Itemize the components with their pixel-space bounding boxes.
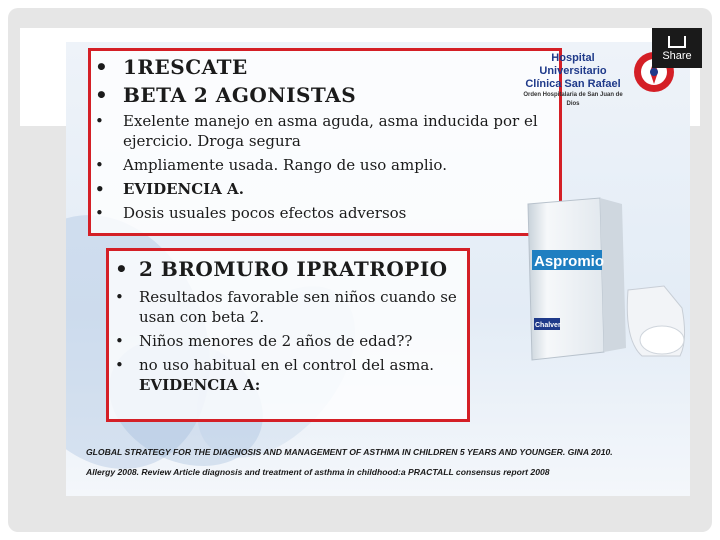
list-item	[95, 179, 553, 199]
item-text: Dosis usuales pocos efectos adversos	[123, 204, 407, 222]
share-icon	[668, 36, 686, 48]
bullet-icon: •	[95, 55, 109, 79]
svg-text:Chalver: Chalver	[535, 322, 561, 329]
reference-allergy: Allergy 2008. Review Article diagnosis and treatment of asthma in childhood:a PRACTALL consensus report 2008	[86, 467, 550, 477]
list-item	[115, 331, 461, 351]
logo-text	[518, 52, 628, 109]
list-item	[95, 203, 553, 223]
item-text: no uso habitual en el control del asma.	[139, 356, 435, 374]
slide-image	[66, 42, 690, 496]
item-text: 1RESCATE	[123, 55, 248, 79]
bullet-icon: •	[95, 83, 109, 107]
item-text: EVIDENCIA A.	[123, 180, 244, 198]
bullet-icon: •	[115, 257, 129, 281]
reference-gina: GLOBAL STRATEGY FOR THE DIAGNOSIS AND MANAGEMENT OF ASTHMA IN CHILDREN 5 YEARS AND YOUNGER. GINA 2010.	[86, 447, 613, 457]
bullet-icon: •	[95, 204, 104, 222]
bullet-icon: •	[95, 156, 104, 174]
ipratropium-bullet-list	[115, 257, 461, 399]
list-item	[95, 111, 553, 151]
bullet-icon: •	[95, 112, 104, 130]
share-button[interactable]	[652, 28, 702, 68]
item-text: Exelente manejo en asma aguda, asma inducida por el ejercicio. Droga segura	[123, 112, 538, 150]
list-item	[115, 355, 461, 395]
evidence-label: EVIDENCIA A:	[139, 376, 261, 394]
list-item	[115, 287, 461, 327]
logo-line: Clínica San Rafael	[525, 78, 621, 90]
logo-line: Hospital Universitario	[539, 52, 607, 77]
list-item	[95, 83, 553, 107]
beta2-agonists-box	[88, 48, 562, 236]
list-item	[95, 55, 553, 79]
bullet-icon: •	[115, 288, 124, 306]
item-text: Niños menores de 2 años de edad??	[139, 332, 413, 350]
aspromio-inhaler-image	[504, 190, 690, 370]
list-item	[95, 155, 553, 175]
svg-text:Aspromio: Aspromio	[534, 253, 605, 270]
share-label: Share	[662, 50, 692, 62]
bullet-icon: •	[115, 356, 124, 374]
beta2-bullet-list	[95, 55, 553, 227]
item-text: BETA 2 AGONISTAS	[123, 83, 357, 107]
list-item	[115, 257, 461, 281]
bullet-icon: •	[115, 332, 124, 350]
bullet-icon: •	[95, 180, 105, 198]
logo-line: Orden Hospitalaria de San Juan de Dios	[523, 92, 623, 107]
references	[86, 446, 684, 479]
ipratropium-box	[106, 248, 470, 422]
item-text: 2 BROMURO IPRATROPIO	[139, 257, 448, 281]
item-text: Ampliamente usada. Rango de uso amplio.	[123, 156, 447, 174]
item-text: Resultados favorable sen niños cuando se usan con beta 2.	[139, 288, 457, 326]
